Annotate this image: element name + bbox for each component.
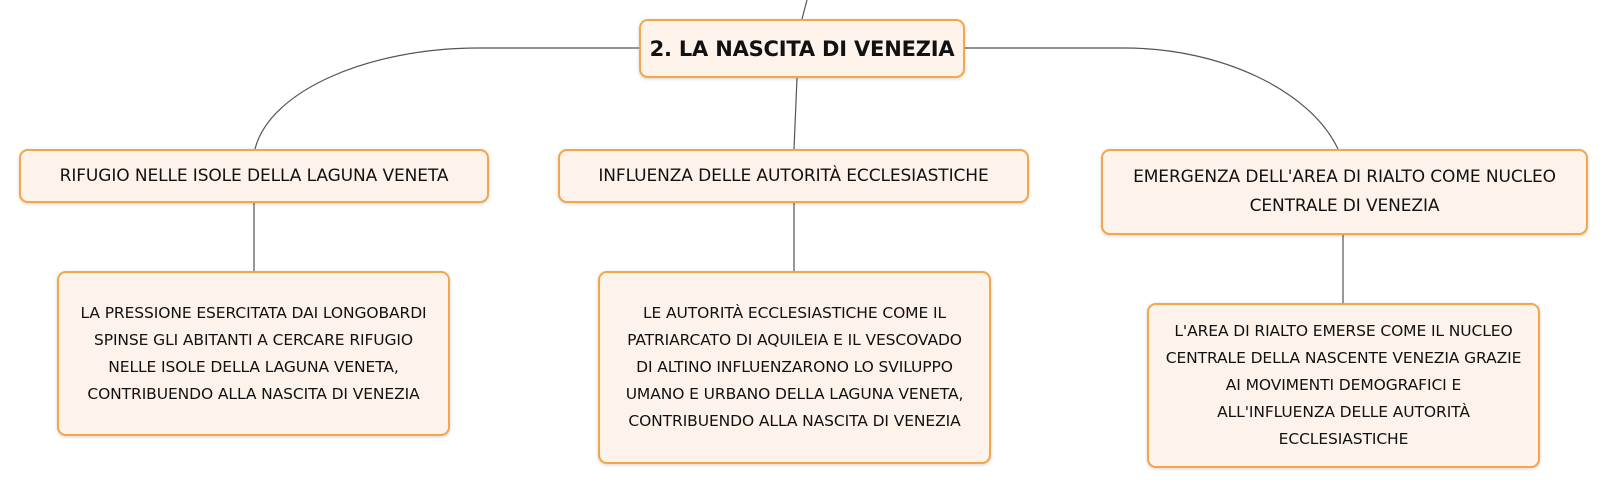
- connector-root-to-topic-3: [965, 48, 1338, 149]
- root-node[interactable]: [639, 19, 965, 78]
- topic-label: RIFUGIO NELLE ISOLE DELLA LAGUNA VENETA: [59, 165, 449, 186]
- detail-text: LA PRESSIONE ESERCITATA DAI LONGOBARDI SPINSE GLI ABITANTI A CERCARE RIFUGIO NELLE ISOLE DELLA LAGUNA VENETA, CONTRIBUENDO ALLA NASCITA DI VENEZIA: [80, 303, 427, 403]
- root-label: 2. LA NASCITA DI VENEZIA: [649, 36, 955, 61]
- connector-root-to-topic-2: [794, 78, 797, 149]
- topic-node-rialto[interactable]: [1101, 149, 1588, 235]
- topic-node-influenza[interactable]: [558, 149, 1029, 203]
- detail-text: LE AUTORITÀ ECCLESIASTICHE COME IL PATRIARCATO DI AQUILEIA E IL VESCOVADO DI ALTINO INFLUENZARONO LO SVILUPPO UMANO E URBANO DELLA LAGUNA VENETA, CONTRIBUENDO ALLA NASCITA DI VENEZIA: [625, 304, 964, 430]
- topic-label: EMERGENZA DELL'AREA DI RIALTO COME NUCLEO CENTRALE DI VENEZIA: [1133, 167, 1556, 216]
- connector-root-to-topic-1: [255, 48, 639, 149]
- topic-label: INFLUENZA DELLE AUTORITÀ ECCLESIASTICHE: [598, 165, 989, 186]
- detail-node-influenza[interactable]: [598, 271, 991, 464]
- detail-text: L'AREA DI RIALTO EMERSE COME IL NUCLEO CENTRALE DELLA NASCENTE VENEZIA GRAZIE AI MOVIMENTI DEMOGRAFICI E ALL'INFLUENZA DELLE AUTORITÀ ECCLESIASTICHE: [1165, 322, 1522, 448]
- detail-node-rialto[interactable]: [1147, 303, 1540, 468]
- topic-node-rifugio[interactable]: [19, 149, 489, 203]
- connector-parent-to-root: [802, 0, 807, 19]
- detail-node-rifugio[interactable]: [57, 271, 450, 436]
